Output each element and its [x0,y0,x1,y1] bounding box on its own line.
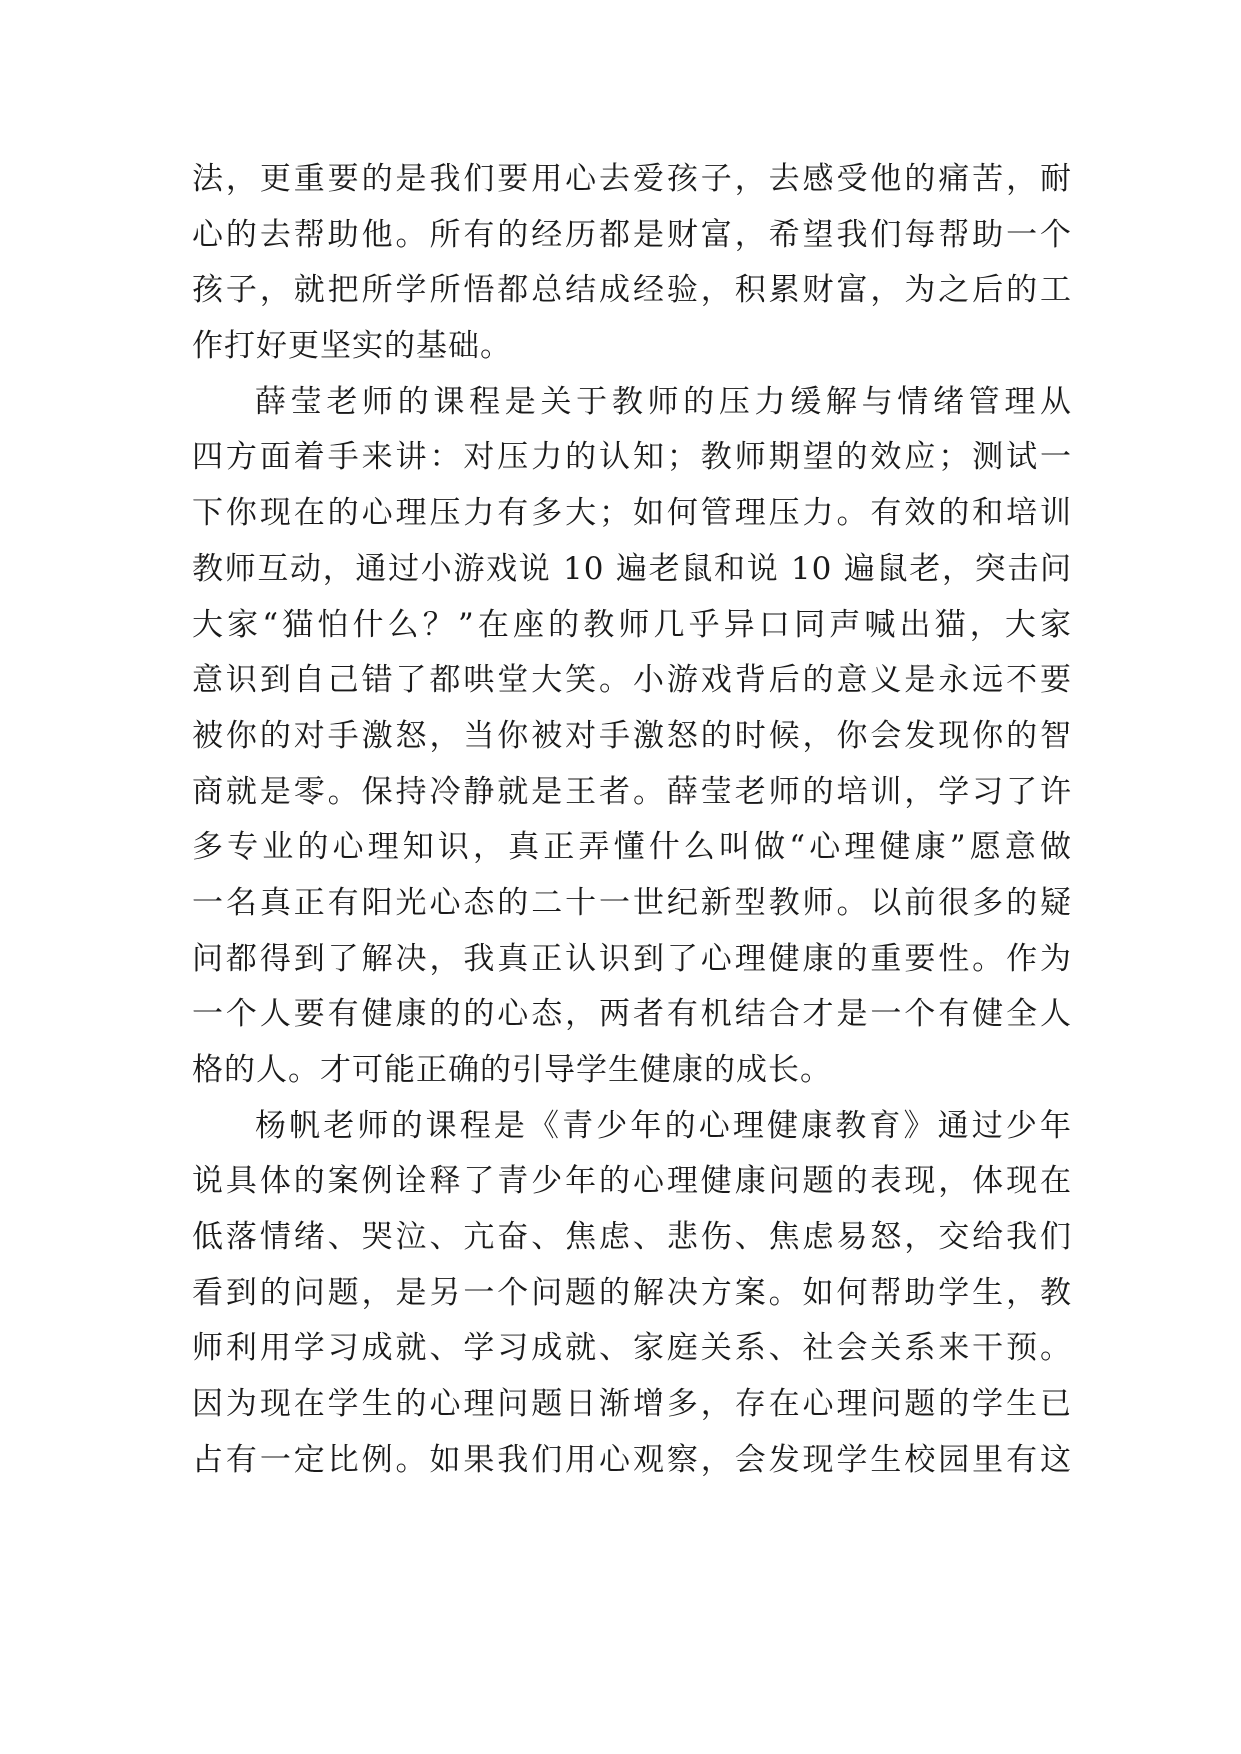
body-text [192,152,1072,1489]
text-line: 作打好更坚实的基础。 [192,328,512,365]
text-line: 因为现在学生的心理问题日渐增多，存在心理问题的学生已 [192,1386,1072,1423]
text-line: 意识到自己错了都哄堂大笑。小游戏背后的意义是永远不要 [192,662,1072,699]
text-line: 法，更重要的是我们要用心去爱孩子，去感受他的痛苦，耐 [192,161,1072,197]
text-line: 说具体的案例诠释了青少年的心理健康问题的表现，体现在 [192,1163,1072,1200]
text-line: 四方面着手来讲：对压力的认知；教师期望的效应；测试一 [192,439,1072,476]
paragraph-start-line: 薛莹老师的课程是关于教师的压力缓解与情绪管理从 [255,383,1072,420]
text-line: 被你的对手激怒，当你被对手激怒的时候，你会发现你的智 [192,717,1072,754]
text-line: 商就是零。保持冷静就是王者。薛莹老师的培训，学习了许 [192,773,1072,810]
text-line: 一个人要有健康的的心态，两者有机结合才是一个有健全人 [192,996,1072,1033]
text-line: 问都得到了解决，我真正认识到了心理健康的重要性。作为 [192,940,1072,977]
text-line: 格的人。才可能正确的引导学生健康的成长。 [192,1052,832,1088]
text-line: 心的去帮助他。所有的经历都是财富，希望我们每帮助一个 [192,216,1072,253]
text-line: 占有一定比例。如果我们用心观察，会发现学生校园里有这 [192,1441,1072,1478]
text-line: 多专业的心理知识，真正弄懂什么叫做“心理健康”愿意做 [192,829,1072,866]
paragraph-start-line: 杨帆老师的课程是《青少年的心理健康教育》通过少年 [255,1107,1072,1144]
text-line: 低落情绪、哭泣、亢奋、焦虑、悲伤、焦虑易怒，交给我们 [192,1219,1072,1256]
text-line: 师利用学习成就、学习成就、家庭关系、社会关系来干预。 [192,1330,1072,1367]
text-line: 大家“猫怕什么？”在座的教师几乎异口同声喊出猫，大家 [192,606,1072,643]
text-line: 孩子，就把所学所悟都总结成经验，积累财富，为之后的工 [192,272,1072,309]
text-line: 一名真正有阳光心态的二十一世纪新型教师。以前很多的疑 [192,884,1072,921]
text-line: 看到的问题，是另一个问题的解决方案。如何帮助学生，教 [192,1274,1072,1311]
text-line: 下你现在的心理压力有多大；如何管理压力。有效的和培训 [192,495,1072,532]
text-line: 教师互动，通过小游戏说 10 遍老鼠和说 10 遍鼠老，突击问 [192,550,1072,587]
